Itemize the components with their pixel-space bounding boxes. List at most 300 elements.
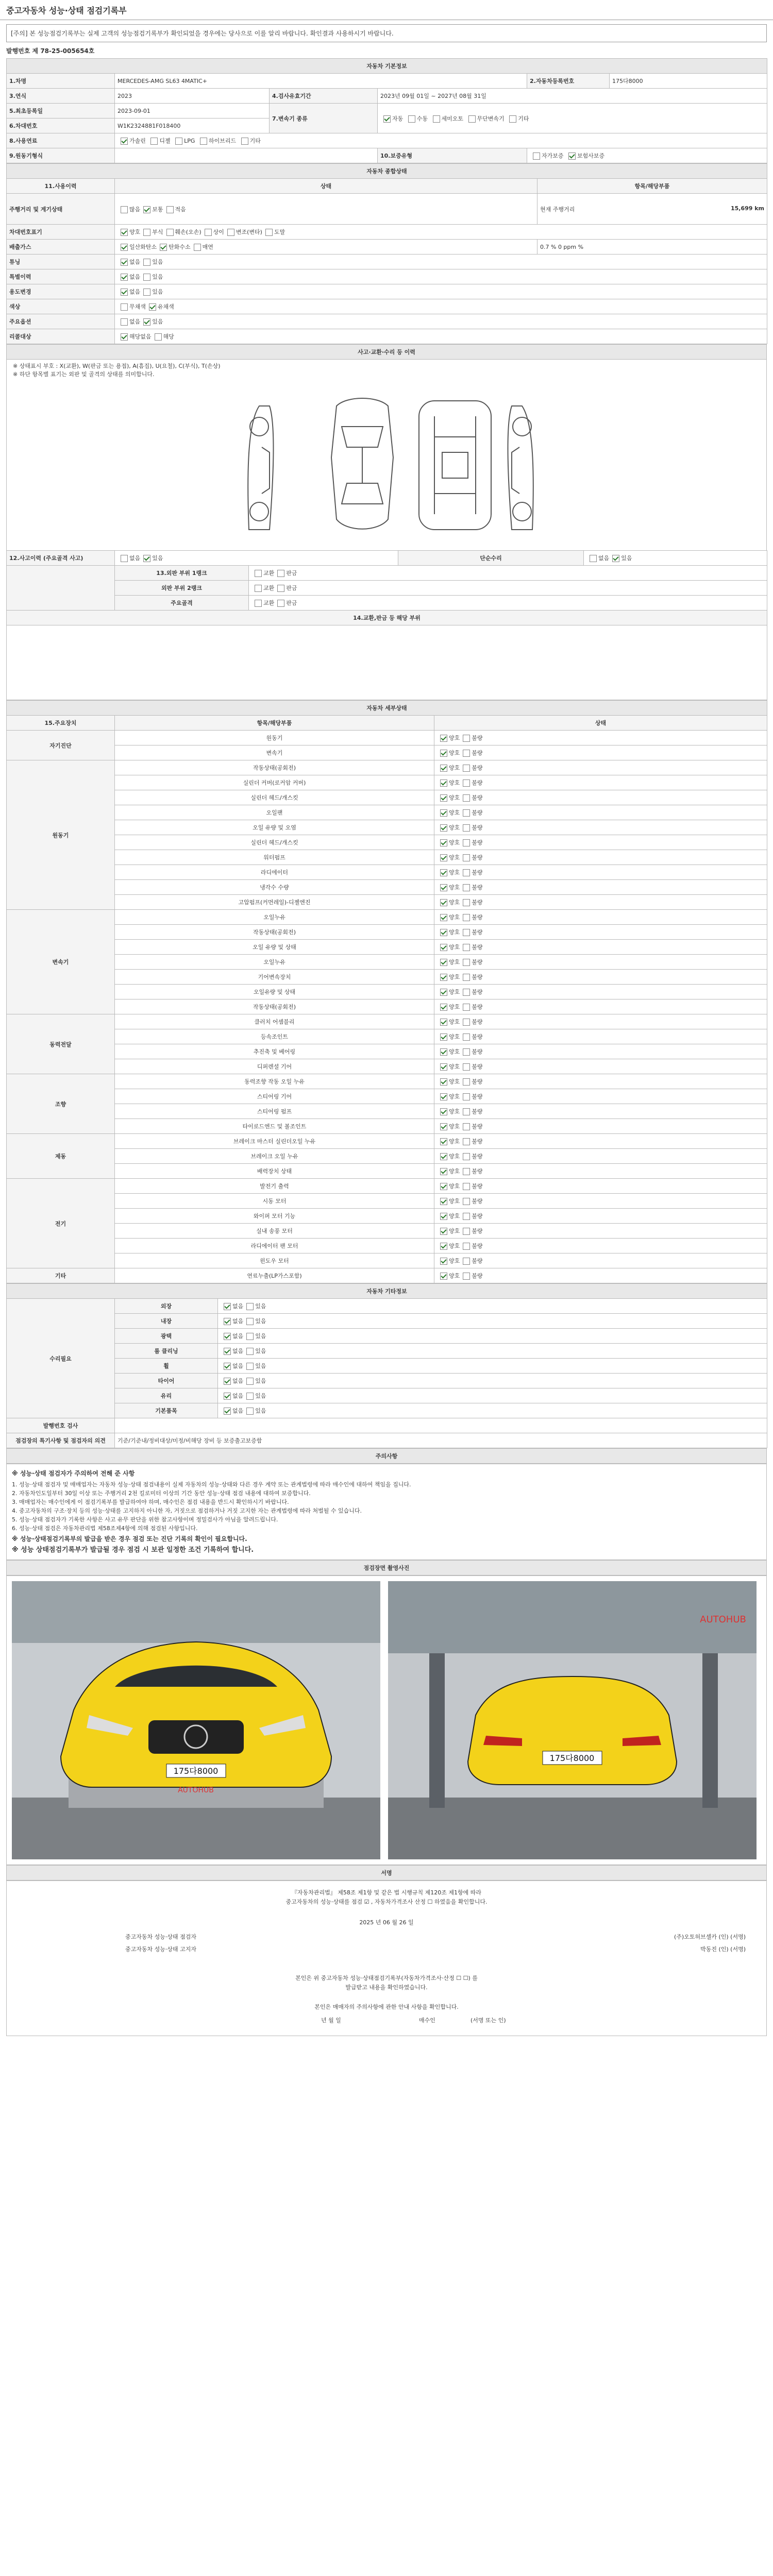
checkbox-other-none[interactable]: [224, 1363, 231, 1370]
other-option-label: 있음: [255, 1408, 266, 1414]
detail-item-status: [434, 985, 767, 999]
detail-item-status: [434, 1029, 767, 1044]
checkbox-status-good[interactable]: [440, 1033, 447, 1041]
detail-row: [7, 865, 767, 880]
detail-row: [7, 1239, 767, 1253]
status-option-label: 양호: [449, 1108, 460, 1115]
status-option-label: 양호: [449, 854, 460, 861]
checkbox-status-good[interactable]: [440, 929, 447, 936]
checkbox-status-good[interactable]: [440, 1273, 447, 1280]
detail-item-label: 디퍼렌셜 기어: [115, 1059, 434, 1074]
checkbox-status-bad[interactable]: [463, 959, 470, 966]
status-option-label: 불량: [472, 929, 483, 936]
section-photos-title: 점검장면 촬영사진: [7, 1561, 767, 1575]
status-option-label: 불량: [472, 735, 483, 741]
status-option-label: 불량: [472, 974, 483, 980]
sign-line1: 『자동차관리법』 제58조 제1항 및 같은 법 시행규칙 제120조 제1항에 따라: [291, 1889, 482, 1896]
checkbox-status-good[interactable]: [440, 944, 447, 951]
detail-row: [7, 731, 767, 745]
checkbox-frame-sheet[interactable]: [277, 600, 284, 607]
value-engine-type: [115, 148, 378, 163]
status-option-label: 양호: [449, 944, 460, 951]
detail-item-status: [434, 1164, 767, 1179]
status-option-label: 불량: [472, 794, 483, 801]
detail-item-label: 고압펌프(커먼레일)-디젤엔진: [115, 895, 434, 910]
checkbox-status-bad[interactable]: [463, 884, 470, 891]
other-option-label: 있음: [255, 1303, 266, 1310]
status-option-label: 양호: [449, 989, 460, 995]
damage-label-frame: 주요골격: [115, 596, 249, 611]
checkbox-fuel-diesel[interactable]: [150, 138, 158, 145]
checkbox-rank2-replace[interactable]: [255, 585, 262, 592]
general-opts-vin-mark: 양호 부식 훼손(오손) 상이 변조(변타) 도말: [115, 225, 767, 240]
value-reg-no: 175다8000: [610, 74, 767, 89]
checkbox-status-good[interactable]: [440, 914, 447, 921]
checkbox-simple-none[interactable]: [590, 555, 597, 562]
damage-opts-rank2: 교환 판금: [249, 581, 767, 596]
checkbox-status-good[interactable]: [440, 884, 447, 891]
notes-line-4: 4. 중고자동차의 구조·장치 등의 성능·상태를 고지하지 아니한 자, 거짓으로 점검하거나 거짓 고지한 자는 관계법령에 따라 처벌될 수 있습니다.: [12, 1507, 362, 1514]
checkbox-emission-hc[interactable]: [160, 244, 167, 251]
checkbox-other-none[interactable]: [224, 1378, 231, 1385]
status-option-label: 불량: [472, 1273, 483, 1279]
general-label-vin-mark: 차대번호표기: [7, 225, 115, 240]
checkbox-purpose-none[interactable]: [121, 289, 128, 296]
checkbox-status-bad[interactable]: [463, 1198, 470, 1205]
detail-item-status: [434, 865, 767, 880]
notes-box: [6, 1464, 767, 1560]
checkbox-other-none[interactable]: [224, 1348, 231, 1355]
checkbox-status-good[interactable]: [440, 1108, 447, 1115]
detail-item-status: [434, 1253, 767, 1268]
status-option-label: 양호: [449, 869, 460, 876]
value-inspection-period: 2023년 09월 01일 ~ 2027년 08월 31일: [378, 89, 767, 104]
checkbox-transmission-semi[interactable]: [433, 115, 440, 123]
detail-row: [7, 1104, 767, 1119]
checkbox-status-bad[interactable]: [463, 854, 470, 861]
checkbox-fuel-lpg[interactable]: [175, 138, 182, 145]
checkbox-other-yes[interactable]: [246, 1333, 254, 1340]
checkbox-mileage-low[interactable]: [166, 206, 174, 213]
checkbox-status-bad[interactable]: [463, 765, 470, 772]
checkbox-mileage-high[interactable]: [121, 206, 128, 213]
checkbox-status-bad[interactable]: [463, 1258, 470, 1265]
checkbox-status-bad[interactable]: [463, 794, 470, 802]
status-option-label: 양호: [449, 884, 460, 891]
checkbox-vin-altered[interactable]: [227, 229, 234, 236]
status-option-label: 불량: [472, 1078, 483, 1085]
label-engine-type: 9.원동기형식: [7, 148, 115, 163]
detail-item-status: [434, 835, 767, 850]
sign-buyer-signature: (서명 또는 인): [470, 2017, 506, 2024]
label-inspection-period: 4.검사유효기간: [270, 89, 378, 104]
photos-title-table: [6, 1560, 767, 1575]
checkbox-rank1-sheet[interactable]: [277, 570, 284, 577]
general-opts-purpose: 없음 있음: [115, 284, 767, 299]
general-opts-special: 없음 있음: [115, 269, 767, 284]
checkbox-other-yes[interactable]: [246, 1348, 254, 1355]
checkbox-status-bad[interactable]: [463, 1004, 470, 1011]
general-head-status: 상태: [115, 179, 537, 194]
checkbox-status-good[interactable]: [440, 869, 447, 876]
detail-row: [7, 895, 767, 910]
detail-row: [7, 985, 767, 999]
status-option-label: 불량: [472, 1258, 483, 1264]
rear-brand-text: AUTOHUB: [700, 1614, 746, 1625]
checkbox-status-bad[interactable]: [463, 1123, 470, 1130]
other-option-label: 없음: [232, 1363, 244, 1369]
checkbox-status-good[interactable]: [440, 809, 447, 817]
checkbox-other-yes[interactable]: [246, 1303, 254, 1310]
checkbox-special-yes[interactable]: [143, 274, 150, 281]
other-option-label: 있음: [255, 1318, 266, 1325]
detail-item-status: [434, 910, 767, 925]
status-option-label: 양호: [449, 1048, 460, 1055]
sign-confirm1: 본인은 위 중고자동차 성능·상태점검기록부(자동차가격조사·산정 ☐ ☐) 를: [295, 1975, 478, 1981]
checkbox-status-bad[interactable]: [463, 974, 470, 981]
detail-item-label: 발전기 출력: [115, 1179, 434, 1194]
damage-parts-list: [7, 625, 767, 700]
section-damage-title: 사고·교환·수리 등 이력: [7, 345, 767, 360]
damage-legend: [6, 360, 767, 380]
checkbox-status-bad[interactable]: [463, 750, 470, 757]
status-option-label: 불량: [472, 884, 483, 891]
checkbox-other-none[interactable]: [224, 1393, 231, 1400]
detail-item-status: [434, 775, 767, 790]
checkbox-color-chromatic[interactable]: [149, 303, 156, 311]
detail-item-label: 라디에이터 팬 모터: [115, 1239, 434, 1253]
detail-item-label: 오일유량 및 상태: [115, 985, 434, 999]
other-item-opts: [218, 1344, 767, 1359]
checkbox-purpose-yes[interactable]: [143, 289, 150, 296]
checkbox-mileage-normal[interactable]: [143, 206, 150, 213]
other-option-label: 없음: [232, 1318, 244, 1325]
detail-item-label: 작동상태(공회전): [115, 760, 434, 775]
checkbox-status-good[interactable]: [440, 974, 447, 981]
detail-item-status: [434, 970, 767, 985]
status-option-label: 양호: [449, 1183, 460, 1190]
status-option-label: 불량: [472, 1198, 483, 1205]
detail-row: [7, 1224, 767, 1239]
checkbox-accident-yes[interactable]: [143, 555, 150, 562]
detail-item-label: 작동상태(공회전): [115, 999, 434, 1014]
checkbox-status-good[interactable]: [440, 765, 447, 772]
general-opts-emission: 일산화탄소 탄화수소 매연: [115, 240, 537, 255]
checkbox-color-achromatic[interactable]: [121, 303, 128, 311]
detail-item-label: 오일누유: [115, 955, 434, 970]
checkbox-status-bad[interactable]: [463, 824, 470, 832]
other-option-label: 없음: [232, 1378, 244, 1384]
detail-item-label: 워터펌프: [115, 850, 434, 865]
checkbox-rank2-sheet[interactable]: [277, 585, 284, 592]
checkbox-status-bad[interactable]: [463, 869, 470, 876]
checkbox-status-good[interactable]: [440, 779, 447, 787]
checkbox-other-yes[interactable]: [246, 1378, 254, 1385]
checkbox-status-bad[interactable]: [463, 1138, 470, 1145]
general-label-tuning: 튜닝: [7, 255, 115, 269]
checkbox-vin-smear[interactable]: [265, 229, 273, 236]
checkbox-status-bad[interactable]: [463, 1213, 470, 1220]
checkbox-other-none[interactable]: [224, 1303, 231, 1310]
checkbox-status-bad[interactable]: [463, 1033, 470, 1041]
car-side-left-icon: [248, 406, 273, 530]
detail-group-label: 기타: [7, 1268, 115, 1283]
notes-line-2: 2. 자동차인도일부터 30일 이상 또는 주행거리 2천 킬로미터 이상의 기간 동안 성능·상태 점검 내용에 대하여 보증합니다.: [12, 1490, 311, 1497]
other-row: [7, 1344, 767, 1359]
checkbox-status-bad[interactable]: [463, 839, 470, 846]
detail-item-label: 스티어링 기어: [115, 1089, 434, 1104]
other-row: [7, 1403, 767, 1418]
checkbox-status-bad[interactable]: [463, 1228, 470, 1235]
checkbox-accident-none[interactable]: [121, 555, 128, 562]
checkbox-simple-yes[interactable]: [612, 555, 619, 562]
checkbox-other-none[interactable]: [224, 1333, 231, 1340]
status-option-label: 양호: [449, 914, 460, 921]
checkbox-status-bad[interactable]: [463, 779, 470, 787]
checkbox-transmission-other[interactable]: [509, 115, 516, 123]
status-option-label: 양호: [449, 779, 460, 786]
checkbox-status-good[interactable]: [440, 1004, 447, 1011]
detail-row: [7, 745, 767, 760]
notice-box: [주의] 본 성능점검기록부는 실제 고객의 성능점검기록부가 확인되었을 경우에는 당사으로 이를 알리 바랍니다. 확인결과 사용하시기 바랍니다.: [6, 24, 767, 42]
status-option-label: 불량: [472, 1153, 483, 1160]
checkbox-warranty-insurer[interactable]: [568, 152, 576, 160]
detail-row: [7, 1074, 767, 1089]
checkbox-status-good[interactable]: [440, 1168, 447, 1175]
general-label-mileage: 주행거리 및 계기상태: [7, 194, 115, 225]
checkbox-status-bad[interactable]: [463, 735, 470, 742]
checkbox-vin-ok[interactable]: [121, 229, 128, 236]
detail-row: [7, 820, 767, 835]
checkbox-other-yes[interactable]: [246, 1393, 254, 1400]
checkbox-status-bad[interactable]: [463, 1168, 470, 1175]
status-option-label: 불량: [472, 1093, 483, 1100]
checkbox-recall-none[interactable]: [121, 333, 128, 341]
checkbox-status-good[interactable]: [440, 1138, 447, 1145]
other-item-label: 타이어: [115, 1374, 218, 1388]
detail-item-status: [434, 850, 767, 865]
status-option-label: 불량: [472, 824, 483, 831]
checkbox-status-good[interactable]: [440, 1153, 447, 1160]
damage-legend-line1: ※ 상태표시 부호 : X(교환), W(판금 또는 용접), A(흠집), U(요철), C(부식), T(손상): [13, 363, 221, 369]
detail-item-status: [434, 1224, 767, 1239]
checkbox-other-yes[interactable]: [246, 1408, 254, 1415]
detail-row: [7, 940, 767, 955]
detail-item-label: 브레이크 마스터 실린더오일 누유: [115, 1134, 434, 1149]
checkbox-status-good[interactable]: [440, 1228, 447, 1235]
checkbox-warranty-self[interactable]: [533, 152, 540, 160]
detail-status-table: [6, 700, 767, 1283]
checkbox-vin-rust[interactable]: [143, 229, 150, 236]
detail-group-label: 전기: [7, 1179, 115, 1268]
checkbox-status-bad[interactable]: [463, 989, 470, 996]
checkbox-tuning-yes[interactable]: [143, 259, 150, 266]
checkbox-status-bad[interactable]: [463, 1183, 470, 1190]
checkbox-status-good[interactable]: [440, 1048, 447, 1056]
checkbox-status-good[interactable]: [440, 1213, 447, 1220]
sign-inspector-label: 중고자동차 성능·상태 점검자: [125, 1934, 197, 1940]
detail-item-label: 윈도우 모터: [115, 1253, 434, 1268]
checkbox-status-good[interactable]: [440, 959, 447, 966]
detail-item-label: 실내 송풍 모터: [115, 1224, 434, 1239]
checkbox-status-good[interactable]: [440, 1198, 447, 1205]
detail-item-status: [434, 999, 767, 1014]
detail-item-label: 실린더 헤드/개스킷: [115, 835, 434, 850]
checkbox-status-bad[interactable]: [463, 1108, 470, 1115]
detail-item-status: [434, 731, 767, 745]
detail-row: [7, 1089, 767, 1104]
checkbox-status-good[interactable]: [440, 989, 447, 996]
detail-item-status: [434, 1059, 767, 1074]
general-label-color: 색상: [7, 299, 115, 314]
checkbox-status-bad[interactable]: [463, 1153, 470, 1160]
value-vin: W1K2324881F018400: [115, 118, 270, 133]
notes-line-6: 6. 성능·상태 점검은 자동차관리법 제58조제4항에 의해 점검된 사항입니다.: [12, 1525, 198, 1532]
status-option-label: 불량: [472, 779, 483, 786]
status-option-label: 양호: [449, 1033, 460, 1040]
detail-item-label: 추진축 및 베어링: [115, 1044, 434, 1059]
detail-item-status: [434, 1194, 767, 1209]
checkbox-status-bad[interactable]: [463, 1063, 470, 1071]
checkbox-status-bad[interactable]: [463, 1078, 470, 1086]
status-option-label: 양호: [449, 1258, 460, 1264]
checkbox-transmission-cvt[interactable]: [468, 115, 476, 123]
checkbox-status-good[interactable]: [440, 1019, 447, 1026]
section-general-title: 자동차 종합상태: [7, 164, 767, 179]
status-option-label: 양호: [449, 824, 460, 831]
checkbox-status-bad[interactable]: [463, 944, 470, 951]
checkbox-vin-mismatch[interactable]: [205, 229, 212, 236]
detail-item-status: [434, 1089, 767, 1104]
checkbox-recall-yes[interactable]: [155, 333, 162, 341]
other-option-label: 있음: [255, 1393, 266, 1399]
other-option-label: 있음: [255, 1378, 266, 1384]
checkbox-tuning-none[interactable]: [121, 259, 128, 266]
transmission-options: 자동 수동 세미오토 무단변속기 기타: [378, 104, 767, 133]
detail-item-status: [434, 1134, 767, 1149]
checkbox-status-bad[interactable]: [463, 1093, 470, 1100]
other-item-label: 외장: [115, 1299, 218, 1314]
checkbox-status-good[interactable]: [440, 839, 447, 846]
status-option-label: 불량: [472, 1048, 483, 1055]
sign-box: [6, 1880, 767, 2036]
other-item-opts: [218, 1403, 767, 1418]
checkbox-special-none[interactable]: [121, 274, 128, 281]
checkbox-other-none[interactable]: [224, 1408, 231, 1415]
checkbox-status-bad[interactable]: [463, 809, 470, 817]
checkbox-emission-co[interactable]: [121, 244, 128, 251]
checkbox-other-yes[interactable]: [246, 1318, 254, 1325]
checkbox-fuel-gasoline[interactable]: [121, 138, 128, 145]
checkbox-transmission-auto[interactable]: [383, 115, 391, 123]
other-item-opts: [218, 1359, 767, 1374]
checkbox-options-none[interactable]: [121, 318, 128, 326]
checkbox-status-good[interactable]: [440, 1258, 447, 1265]
checkbox-status-good[interactable]: [440, 750, 447, 757]
checkbox-status-good[interactable]: [440, 794, 447, 802]
status-option-label: 양호: [449, 765, 460, 771]
checkbox-status-good[interactable]: [440, 1063, 447, 1071]
car-front-photo-icon: [12, 1581, 380, 1859]
other-option-label: 없음: [232, 1408, 244, 1414]
checkbox-status-bad[interactable]: [463, 929, 470, 936]
checkbox-rank1-replace[interactable]: [255, 570, 262, 577]
status-option-label: 불량: [472, 1033, 483, 1040]
notes-line-5: 5. 성능·상태 점검자가 기록한 사항은 사고 유무 판단을 위한 참고사항이며 정밀검사가 아님을 알려드립니다.: [12, 1516, 278, 1523]
checkbox-fuel-other[interactable]: [241, 138, 248, 145]
checkbox-status-bad[interactable]: [463, 1019, 470, 1026]
checkbox-status-bad[interactable]: [463, 914, 470, 921]
checkbox-vin-damage[interactable]: [166, 229, 174, 236]
status-option-label: 양호: [449, 959, 460, 965]
detail-item-label: 실린더 헤드/개스킷: [115, 790, 434, 805]
checkbox-status-good[interactable]: [440, 1183, 447, 1190]
status-option-label: 양호: [449, 1078, 460, 1085]
detail-row: [7, 970, 767, 985]
document-number: 발행번호 제 78-25-005654호: [6, 47, 95, 55]
detail-row: [7, 910, 767, 925]
checkbox-status-bad[interactable]: [463, 1048, 470, 1056]
other-option-label: 없음: [232, 1303, 244, 1310]
label-fuel: 8.사용연료: [7, 133, 115, 148]
status-option-label: 양호: [449, 794, 460, 801]
status-option-label: 불량: [472, 1228, 483, 1234]
checkbox-status-good[interactable]: [440, 899, 447, 906]
checkbox-status-good[interactable]: [440, 1243, 447, 1250]
checkbox-status-good[interactable]: [440, 824, 447, 832]
status-option-label: 양호: [449, 1168, 460, 1175]
detail-row: [7, 999, 767, 1014]
other-item-opts: [218, 1388, 767, 1403]
detail-item-status: [434, 955, 767, 970]
other-item-label: 광택: [115, 1329, 218, 1344]
checkbox-status-good[interactable]: [440, 1078, 447, 1086]
sign-inspector-name: (주)오토허브셀카 (인) (서명): [674, 1934, 746, 1940]
detail-item-label: 냉각수 수량: [115, 880, 434, 895]
checkbox-status-good[interactable]: [440, 1093, 447, 1100]
detail-row: [7, 1164, 767, 1179]
checkbox-emission-smoke[interactable]: [194, 244, 201, 251]
detail-item-status: [434, 880, 767, 895]
detail-item-label: 브레이크 오일 누유: [115, 1149, 434, 1164]
detail-group-label: 변속기: [7, 910, 115, 1014]
checkbox-fuel-hybrid[interactable]: [200, 138, 207, 145]
detail-item-status: [434, 940, 767, 955]
detail-row: [7, 1014, 767, 1029]
notes-line-1: 1. 성능·상태 점검자 및 매매업자는 자동차 성능·상태 점검내용이 실제 자동차의 성능·상태와 다른 경우 계약 또는 관계법령에 따라 매수인에 대하여 책임을 집니다.: [12, 1481, 411, 1488]
checkbox-status-bad[interactable]: [463, 1273, 470, 1280]
checkbox-status-good[interactable]: [440, 854, 447, 861]
detail-item-status: [434, 925, 767, 940]
label-car-name: 1.차명: [7, 74, 115, 89]
checkbox-transmission-manual[interactable]: [408, 115, 415, 123]
checkbox-other-none[interactable]: [224, 1318, 231, 1325]
checkbox-status-good[interactable]: [440, 1123, 447, 1130]
car-diagram-svg: [7, 380, 767, 550]
status-option-label: 불량: [472, 1063, 483, 1070]
detail-item-label: 배력장치 상태: [115, 1164, 434, 1179]
sign-assessor-label: 중고자동차 성능·상태 고지자: [125, 1946, 197, 1953]
checkbox-status-good[interactable]: [440, 735, 447, 742]
checkbox-options-yes[interactable]: [143, 318, 150, 326]
checkbox-status-bad[interactable]: [463, 1243, 470, 1250]
checkbox-status-bad[interactable]: [463, 899, 470, 906]
status-option-label: 양호: [449, 899, 460, 906]
detail-item-status: [434, 1239, 767, 1253]
detail-row: [7, 1179, 767, 1194]
checkbox-other-yes[interactable]: [246, 1363, 254, 1370]
checkbox-frame-replace[interactable]: [255, 600, 262, 607]
